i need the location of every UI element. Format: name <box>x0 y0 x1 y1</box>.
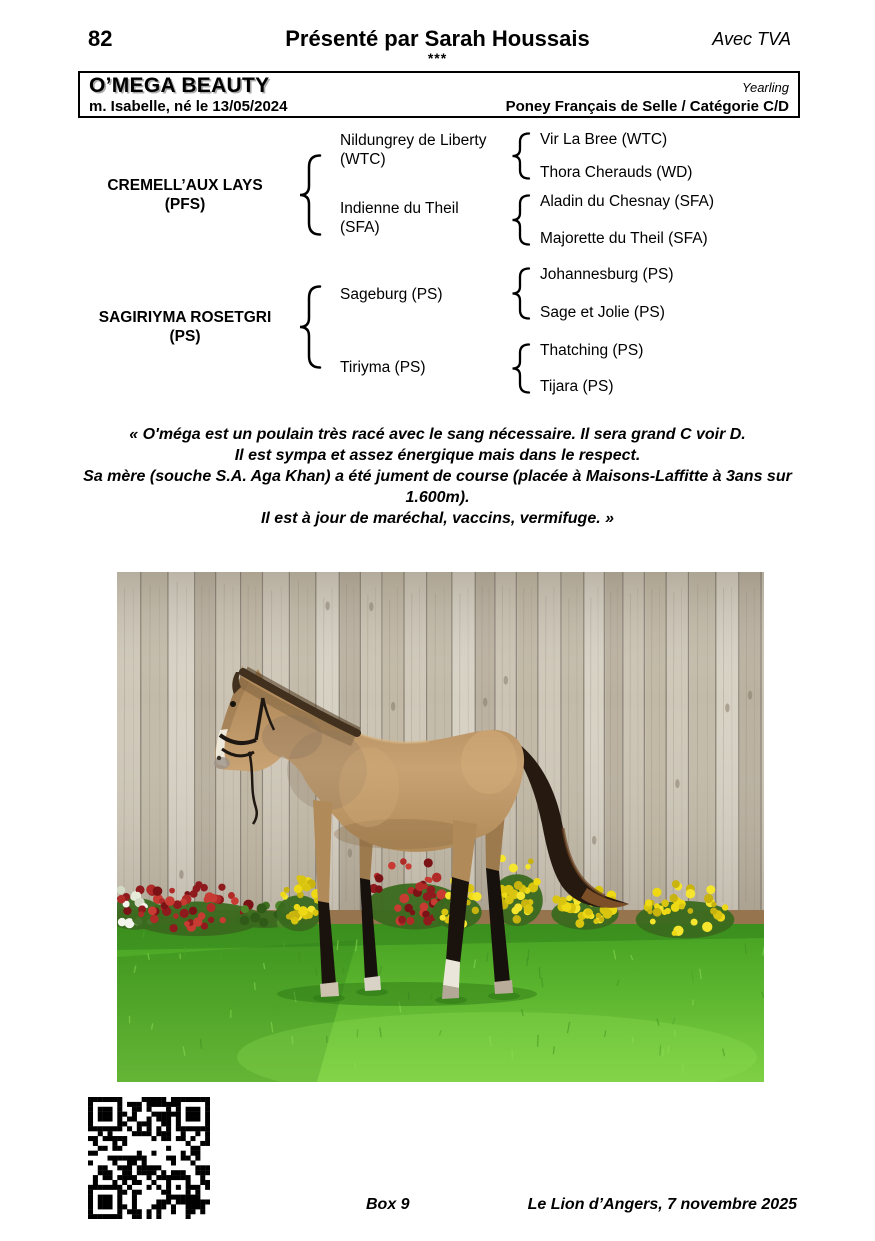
dam-suffix: (PS) <box>169 328 201 345</box>
quote-line: « O'méga est un poulain très racé avec le sang nécessaire. Il sera grand C voir D. <box>129 426 746 443</box>
pedigree-brace-small <box>511 267 531 320</box>
horse-eye <box>230 701 236 707</box>
horse-photo <box>117 572 764 1082</box>
sale-location-date: Le Lion d’Angers, 7 novembre 2025 <box>527 1196 797 1213</box>
qr-code <box>88 1097 210 1219</box>
pedigree-brace-small <box>511 132 531 180</box>
horse-name: O’MEGA BEAUTY <box>89 74 270 97</box>
horse-info-box <box>78 71 800 118</box>
pedigree-dam <box>80 308 290 346</box>
pedigree-gen3-entry: Johannesburg (PS) <box>540 266 674 283</box>
pedigree-gen3-entry: Thora Cherauds (WD) <box>540 164 693 181</box>
sire-name: CREMELL’AUX LAYS <box>107 177 263 194</box>
lot-number: 82 <box>88 26 113 51</box>
quote-line: Sa mère (souche S.A. Aga Khan) a été jument de course (placée à Maisons-Laffitte à 3ans sur 1.600m). <box>83 468 792 506</box>
pedigree-dam-dam: Tiriyma (PS) <box>340 359 426 376</box>
pedigree-brace-large <box>298 285 322 369</box>
breed-category: Poney Français de Selle / Catégorie C/D <box>505 98 789 115</box>
sire-suffix: (PFS) <box>164 196 206 213</box>
presenter-title: Présenté par Sarah Houssais <box>285 26 590 51</box>
pedigree-dam-sire: Sageburg (PS) <box>340 286 443 303</box>
separator-stars: *** <box>427 50 448 66</box>
age-class: Yearling <box>742 80 789 95</box>
description-quote <box>70 424 805 529</box>
info-box-row-1 <box>89 74 789 98</box>
pedigree-gen3-entry: Tijara (PS) <box>540 378 614 395</box>
vat-note: Avec TVA <box>712 29 791 49</box>
pedigree-gen3-entry: Vir La Bree (WTC) <box>540 131 668 148</box>
dam-name: SAGIRIYMA ROSETGRI <box>98 309 272 326</box>
pedigree-brace-large <box>298 154 322 236</box>
info-box-row-2 <box>89 98 789 115</box>
quote-line: Il est à jour de maréchal, vaccins, vermifuge. » <box>260 510 615 527</box>
quote-line: Il est sympa et assez énergique mais dans le respect. <box>234 447 641 464</box>
pedigree-gen3-entry: Aladin du Chesnay (SFA) <box>540 193 715 210</box>
pedigree-sire-dam: Indienne du Theil (SFA) <box>340 200 459 236</box>
pedigree-gen3-entry: Thatching (PS) <box>540 342 644 359</box>
birth-details: m. Isabelle, né le 13/05/2024 <box>89 98 288 115</box>
pedigree-sire <box>80 176 290 214</box>
pedigree-gen3-entry: Majorette du Theil (SFA) <box>540 230 708 247</box>
box-number: Box 9 <box>366 1196 410 1213</box>
white-sock <box>443 959 460 988</box>
pedigree-gen3-entry: Sage et Jolie (PS) <box>540 304 665 321</box>
pedigree-sire-sire: Nildungrey de Liberty (WTC) <box>340 132 487 168</box>
pedigree-brace-small <box>511 194 531 246</box>
pedigree-brace-small <box>511 343 531 394</box>
